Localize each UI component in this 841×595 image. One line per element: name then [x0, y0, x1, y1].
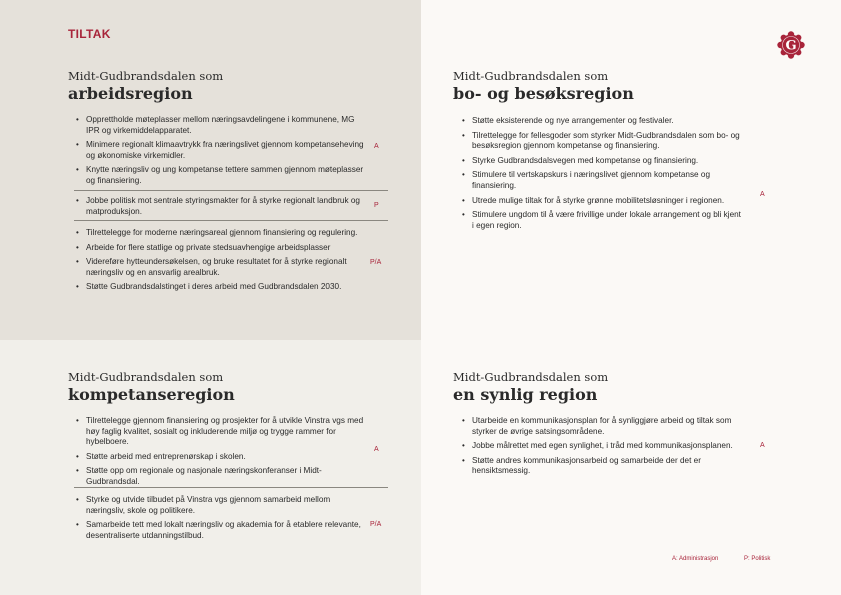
group-arbeid-pa [74, 228, 388, 308]
list-item: • Tilrettelegge for fellesgoder som styrker Midt-Gudbrandsdalen som bo- og besøksregion gjennom kompetanse og finansiering. [460, 131, 745, 152]
list-item: • Støtte arbeid med entreprenørskap i skolen. [74, 452, 364, 463]
heading-synlig [453, 370, 608, 404]
list-item: • Videreføre hytteundersøkelsen, og bruke resultatet for å styrke regionalt næringsliv og en ansvarlig arealbruk. [74, 257, 364, 278]
list-item: • Stimulere ungdom til å være frivillige under lokale arrangement og bli kjent i egen region. [460, 210, 745, 231]
tag-badge: P/A [370, 259, 382, 266]
list-item: • Minimere regionalt klimaavtrykk fra næringslivet gjennom kompetanseheving og økonomiske virkemidler. [74, 140, 364, 161]
heading-title: arbeidsregion [68, 84, 193, 103]
group-kompetanse-pa [74, 495, 388, 550]
heading-arbeidsregion [68, 69, 223, 103]
tag-badge: A [374, 446, 379, 453]
heading-subtitle: Midt-Gudbrandsdalen som [68, 69, 224, 83]
tag-badge: P/A [370, 521, 382, 528]
list-item: • Styrke og utvide tilbudet på Vinstra vgs gjennom samarbeid mellom næringsliv, skole og politikere. [74, 495, 364, 516]
list-item: • Støtte andres kommunikasjonsarbeid og samarbeide der det er hensiktsmessig. [460, 456, 750, 477]
group-arbeid-a [74, 115, 388, 191]
list-item: • Støtte eksisterende og nye arrangementer og festivaler. [460, 116, 745, 127]
group-besok-a [460, 116, 774, 246]
heading-title: kompetanseregion [68, 385, 235, 404]
logo-letter: G [785, 38, 797, 54]
group-arbeid-p [74, 196, 388, 221]
list-item: • Jobbe målrettet med egen synlighet, i tråd med kommunikasjonsplanen. [460, 441, 750, 452]
list-item: • Arbeide for flere statlige og private stedsuavhengige arbeidsplasser [74, 243, 364, 254]
legend-politisk: P: Politisk [744, 556, 771, 562]
list-item: • Utrede mulige tiltak for å styrke grønne mobilitetsløsninger i regionen. [460, 196, 745, 207]
tag-badge: A [760, 191, 765, 198]
list-item: • Tilrettelegge for moderne næringsareal gjennom finansiering og regulering. [74, 228, 364, 239]
list-item: • Støtte opp om regionale og nasjonale næringskonferanser i Midt-Gudbrandsdal. [74, 466, 364, 487]
list-item: • Støtte Gudbrandsdalstinget i deres arbeid med Gudbrandsdalen 2030. [74, 282, 364, 293]
list-item: • Samarbeide tett med lokalt næringsliv og akademia for å etablere relevante, desentraliserte utdanningstilbud. [74, 520, 364, 541]
heading-title: en synlig region [453, 385, 598, 404]
tag-badge: A [374, 143, 379, 150]
list-item: • Stimulere til vertskapskurs i næringslivet gjennom kompetanse og finansiering. [460, 170, 745, 191]
list-item: • Knytte næringsliv og ung kompetanse tettere sammen gjennom møteplasser og finansiering. [74, 165, 364, 186]
list-item: • Utarbeide en kommunikasjonsplan for å synliggjøre arbeid og tiltak som styrker de øvrige satsingsområdene. [460, 416, 750, 437]
heading-subtitle: Midt-Gudbrandsdalen som [453, 69, 609, 83]
heading-subtitle: Midt-Gudbrandsdalen som [453, 370, 609, 384]
heading-kompetanseregion [68, 370, 235, 404]
list-item: • Opprettholde møteplasser mellom næringsavdelingene i kommunene, MG IPR og virkemiddelapparatet. [74, 115, 364, 136]
list-item: • Tilrettelegge gjennom finansiering og prosjekter for å utvikle Vinstra vgs med høy faglig kvalitet, sosialt og inkluderende miljø og trygge rammer for hybelboere. [74, 416, 364, 448]
legend-admin: A: Administrasjon [672, 556, 719, 562]
tag-badge: A [760, 442, 765, 449]
heading-subtitle: Midt-Gudbrandsdalen som [68, 370, 224, 384]
tag-badge: P [374, 202, 379, 209]
list-item: • Jobbe politisk mot sentrale styringsmakter for å styrke regionalt landbruk og matproduksjon. [74, 196, 364, 217]
logo-icon [776, 30, 806, 60]
heading-title: bo- og besøksregion [453, 84, 634, 103]
list-item: • Styrke Gudbrandsdalsvegen med kompetanse og finansiering. [460, 156, 745, 167]
group-synlig-a [460, 416, 774, 486]
page-title: TILTAK [68, 27, 111, 41]
heading-besoksregion [453, 69, 634, 103]
group-kompetanse-a [74, 416, 388, 488]
